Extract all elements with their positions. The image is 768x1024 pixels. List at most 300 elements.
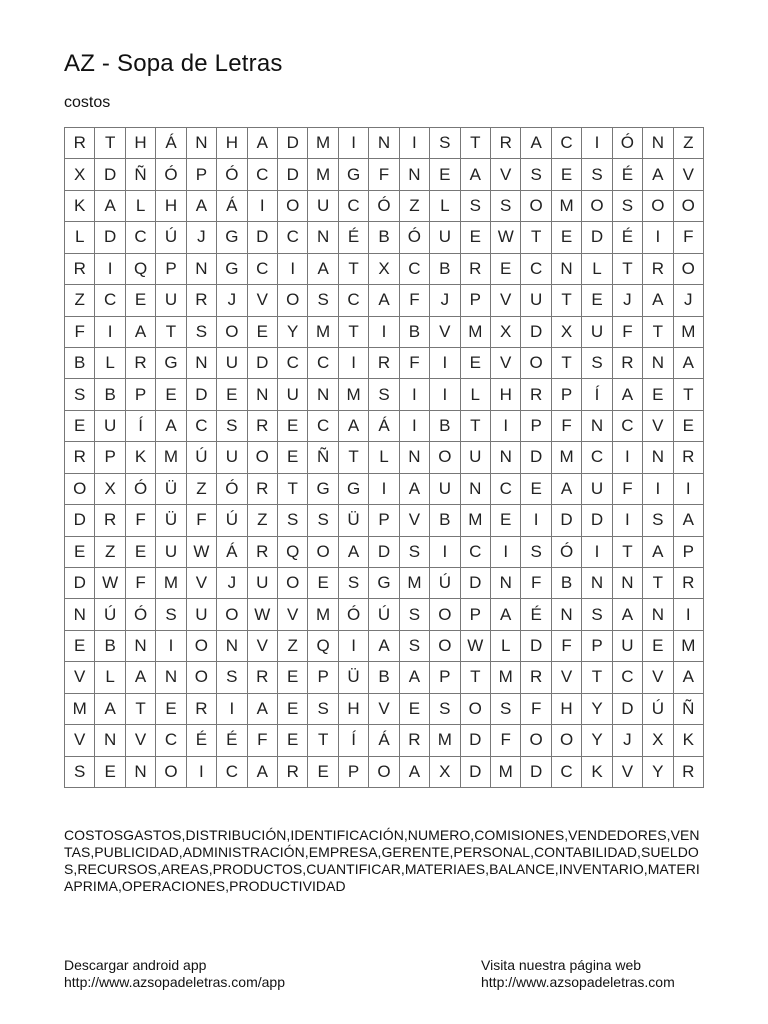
grid-cell: B bbox=[369, 222, 399, 253]
grid-cell: E bbox=[552, 222, 582, 253]
grid-cell: T bbox=[126, 694, 156, 725]
grid-cell: K bbox=[674, 725, 704, 756]
grid-cell: N bbox=[187, 254, 217, 285]
grid-cell: V bbox=[674, 159, 704, 190]
grid-cell: H bbox=[217, 128, 247, 159]
grid-cell: R bbox=[65, 442, 95, 473]
grid-cell: U bbox=[156, 285, 186, 316]
grid-cell: I bbox=[339, 348, 369, 379]
grid-cell: M bbox=[156, 568, 186, 599]
grid-cell: F bbox=[521, 694, 551, 725]
grid-cell: O bbox=[521, 348, 551, 379]
grid-cell: Á bbox=[369, 411, 399, 442]
grid-cell: X bbox=[430, 757, 460, 788]
grid-cell: F bbox=[65, 317, 95, 348]
grid-cell: P bbox=[521, 411, 551, 442]
grid-cell: N bbox=[308, 222, 338, 253]
grid-cell: V bbox=[552, 662, 582, 693]
grid-cell: Ó bbox=[217, 159, 247, 190]
grid-cell: W bbox=[95, 568, 125, 599]
grid-cell: I bbox=[430, 348, 460, 379]
grid-cell: N bbox=[217, 631, 247, 662]
grid-cell: Ü bbox=[156, 505, 186, 536]
grid-cell: Ñ bbox=[308, 442, 338, 473]
grid-cell: W bbox=[491, 222, 521, 253]
grid-cell: A bbox=[400, 757, 430, 788]
grid-cell: A bbox=[248, 694, 278, 725]
grid-cell: V bbox=[248, 631, 278, 662]
grid-cell: I bbox=[643, 222, 673, 253]
grid-cell: E bbox=[65, 411, 95, 442]
grid-cell: P bbox=[461, 285, 491, 316]
grid-cell: I bbox=[400, 411, 430, 442]
grid-cell: N bbox=[187, 128, 217, 159]
android-app-label: Descargar android app bbox=[64, 957, 207, 973]
website-link[interactable]: http://www.azsopadeletras.com bbox=[481, 974, 675, 990]
grid-cell: I bbox=[95, 317, 125, 348]
grid-cell: N bbox=[643, 599, 673, 630]
grid-cell: E bbox=[126, 285, 156, 316]
grid-cell: P bbox=[95, 442, 125, 473]
grid-cell: J bbox=[217, 285, 247, 316]
grid-cell: M bbox=[552, 191, 582, 222]
grid-cell: E bbox=[491, 505, 521, 536]
grid-cell: I bbox=[156, 631, 186, 662]
grid-cell: S bbox=[308, 505, 338, 536]
grid-cell: N bbox=[582, 411, 612, 442]
grid-cell: S bbox=[521, 537, 551, 568]
grid-cell: O bbox=[65, 474, 95, 505]
grid-cell: U bbox=[217, 442, 247, 473]
grid-cell: Ú bbox=[217, 505, 247, 536]
grid-cell: E bbox=[461, 348, 491, 379]
grid-cell: U bbox=[430, 222, 460, 253]
grid-cell: M bbox=[156, 442, 186, 473]
grid-cell: G bbox=[156, 348, 186, 379]
grid-cell: H bbox=[491, 379, 521, 410]
grid-cell: N bbox=[156, 662, 186, 693]
grid-cell: A bbox=[643, 159, 673, 190]
grid-cell: N bbox=[552, 599, 582, 630]
grid-cell: D bbox=[613, 694, 643, 725]
grid-cell: Á bbox=[369, 725, 399, 756]
grid-cell: N bbox=[369, 128, 399, 159]
grid-cell: M bbox=[491, 757, 521, 788]
grid-cell: A bbox=[643, 537, 673, 568]
grid-cell: M bbox=[339, 379, 369, 410]
grid-cell: Y bbox=[278, 317, 308, 348]
grid-cell: S bbox=[430, 694, 460, 725]
grid-cell: N bbox=[461, 474, 491, 505]
grid-cell: R bbox=[126, 348, 156, 379]
grid-cell: C bbox=[187, 411, 217, 442]
grid-cell: E bbox=[643, 379, 673, 410]
grid-cell: S bbox=[430, 128, 460, 159]
grid-cell: F bbox=[126, 505, 156, 536]
grid-cell: Í bbox=[582, 379, 612, 410]
grid-cell: S bbox=[491, 694, 521, 725]
grid-cell: I bbox=[674, 474, 704, 505]
grid-cell: A bbox=[643, 285, 673, 316]
grid-cell: É bbox=[187, 725, 217, 756]
grid-cell: I bbox=[613, 442, 643, 473]
grid-cell: A bbox=[95, 191, 125, 222]
grid-cell: Ú bbox=[187, 442, 217, 473]
grid-cell: A bbox=[339, 411, 369, 442]
grid-cell: C bbox=[461, 537, 491, 568]
grid-cell: U bbox=[217, 348, 247, 379]
grid-cell: N bbox=[65, 599, 95, 630]
letter-grid bbox=[64, 127, 704, 788]
grid-cell: S bbox=[308, 694, 338, 725]
grid-cell: I bbox=[491, 537, 521, 568]
grid-cell: I bbox=[400, 128, 430, 159]
grid-cell: R bbox=[491, 128, 521, 159]
grid-cell: O bbox=[278, 285, 308, 316]
grid-cell: V bbox=[643, 411, 673, 442]
grid-cell: V bbox=[248, 285, 278, 316]
grid-cell: O bbox=[430, 442, 460, 473]
grid-cell: N bbox=[126, 631, 156, 662]
grid-cell: C bbox=[491, 474, 521, 505]
grid-cell: R bbox=[613, 348, 643, 379]
grid-cell: S bbox=[643, 505, 673, 536]
grid-cell: N bbox=[248, 379, 278, 410]
grid-cell: Y bbox=[582, 694, 612, 725]
grid-cell: C bbox=[339, 191, 369, 222]
grid-cell: T bbox=[643, 568, 673, 599]
grid-cell: P bbox=[430, 662, 460, 693]
grid-cell: T bbox=[95, 128, 125, 159]
grid-cell: T bbox=[643, 317, 673, 348]
grid-cell: L bbox=[491, 631, 521, 662]
grid-cell: I bbox=[369, 474, 399, 505]
grid-cell: H bbox=[156, 191, 186, 222]
grid-cell: X bbox=[491, 317, 521, 348]
grid-cell: S bbox=[217, 662, 247, 693]
grid-cell: S bbox=[582, 159, 612, 190]
grid-cell: G bbox=[308, 474, 338, 505]
grid-cell: I bbox=[217, 694, 247, 725]
grid-cell: X bbox=[65, 159, 95, 190]
grid-cell: I bbox=[613, 505, 643, 536]
grid-cell: D bbox=[248, 348, 278, 379]
grid-cell: R bbox=[400, 725, 430, 756]
grid-cell: R bbox=[65, 254, 95, 285]
grid-cell: A bbox=[674, 348, 704, 379]
grid-cell: O bbox=[278, 568, 308, 599]
grid-cell: M bbox=[308, 128, 338, 159]
grid-cell: Ó bbox=[126, 599, 156, 630]
grid-cell: V bbox=[491, 285, 521, 316]
grid-cell: A bbox=[613, 599, 643, 630]
footer-android bbox=[64, 957, 285, 991]
grid-cell: F bbox=[400, 348, 430, 379]
grid-cell: Ó bbox=[552, 537, 582, 568]
grid-cell: Z bbox=[278, 631, 308, 662]
grid-cell: O bbox=[643, 191, 673, 222]
grid-cell: É bbox=[613, 222, 643, 253]
grid-cell: D bbox=[461, 725, 491, 756]
grid-cell: E bbox=[643, 631, 673, 662]
grid-cell: V bbox=[400, 505, 430, 536]
grid-cell: O bbox=[430, 631, 460, 662]
grid-cell: D bbox=[461, 568, 491, 599]
grid-cell: C bbox=[278, 222, 308, 253]
grid-cell: P bbox=[674, 537, 704, 568]
grid-cell: E bbox=[552, 159, 582, 190]
grid-cell: A bbox=[674, 505, 704, 536]
grid-cell: O bbox=[369, 757, 399, 788]
page-subtitle: costos bbox=[64, 94, 111, 111]
grid-cell: A bbox=[491, 599, 521, 630]
grid-cell: I bbox=[248, 191, 278, 222]
grid-cell: B bbox=[430, 505, 460, 536]
grid-cell: B bbox=[430, 411, 460, 442]
grid-cell: Ñ bbox=[126, 159, 156, 190]
grid-cell: S bbox=[400, 599, 430, 630]
grid-cell: R bbox=[65, 128, 95, 159]
android-app-link[interactable]: http://www.azsopadeletras.com/app bbox=[64, 974, 286, 990]
grid-cell: E bbox=[308, 757, 338, 788]
grid-cell: E bbox=[217, 379, 247, 410]
grid-cell: N bbox=[643, 442, 673, 473]
grid-cell: D bbox=[95, 159, 125, 190]
grid-cell: É bbox=[521, 599, 551, 630]
grid-cell: W bbox=[248, 599, 278, 630]
grid-cell: I bbox=[339, 631, 369, 662]
grid-cell: E bbox=[582, 285, 612, 316]
grid-cell: I bbox=[369, 317, 399, 348]
grid-cell: E bbox=[156, 694, 186, 725]
grid-cell: E bbox=[430, 159, 460, 190]
grid-cell: P bbox=[339, 757, 369, 788]
grid-cell: H bbox=[126, 128, 156, 159]
grid-cell: Ú bbox=[95, 599, 125, 630]
grid-cell: Q bbox=[308, 631, 338, 662]
grid-cell: T bbox=[308, 725, 338, 756]
grid-cell: V bbox=[278, 599, 308, 630]
grid-cell: T bbox=[582, 662, 612, 693]
grid-cell: D bbox=[278, 128, 308, 159]
grid-cell: E bbox=[278, 662, 308, 693]
grid-cell: Z bbox=[400, 191, 430, 222]
grid-cell: C bbox=[278, 348, 308, 379]
grid-cell: J bbox=[613, 725, 643, 756]
grid-cell: L bbox=[461, 379, 491, 410]
grid-cell: E bbox=[65, 537, 95, 568]
grid-cell: S bbox=[521, 159, 551, 190]
grid-cell: N bbox=[400, 442, 430, 473]
grid-cell: Z bbox=[248, 505, 278, 536]
grid-cell: A bbox=[461, 159, 491, 190]
grid-cell: B bbox=[430, 254, 460, 285]
grid-cell: C bbox=[339, 285, 369, 316]
grid-cell: E bbox=[156, 379, 186, 410]
grid-cell: I bbox=[521, 505, 551, 536]
grid-cell: S bbox=[491, 191, 521, 222]
grid-cell: R bbox=[248, 662, 278, 693]
grid-cell: É bbox=[613, 159, 643, 190]
grid-cell: A bbox=[187, 191, 217, 222]
grid-cell: N bbox=[582, 568, 612, 599]
grid-cell: Ü bbox=[339, 505, 369, 536]
grid-cell: X bbox=[369, 254, 399, 285]
grid-cell: O bbox=[461, 694, 491, 725]
grid-cell: A bbox=[369, 631, 399, 662]
grid-cell: I bbox=[339, 128, 369, 159]
grid-cell: S bbox=[400, 537, 430, 568]
grid-cell: Ú bbox=[643, 694, 673, 725]
grid-cell: U bbox=[187, 599, 217, 630]
grid-cell: E bbox=[400, 694, 430, 725]
grid-cell: Y bbox=[582, 725, 612, 756]
grid-cell: F bbox=[126, 568, 156, 599]
grid-cell: E bbox=[308, 568, 338, 599]
grid-cell: U bbox=[248, 568, 278, 599]
grid-cell: V bbox=[491, 348, 521, 379]
grid-cell: O bbox=[217, 317, 247, 348]
grid-cell: A bbox=[400, 474, 430, 505]
grid-cell: A bbox=[308, 254, 338, 285]
grid-cell: I bbox=[643, 474, 673, 505]
grid-cell: S bbox=[217, 411, 247, 442]
grid-cell: C bbox=[521, 254, 551, 285]
grid-cell: V bbox=[65, 725, 95, 756]
grid-cell: B bbox=[95, 631, 125, 662]
grid-cell: C bbox=[308, 348, 338, 379]
grid-cell: R bbox=[674, 568, 704, 599]
grid-cell: C bbox=[400, 254, 430, 285]
grid-cell: R bbox=[95, 505, 125, 536]
grid-cell: E bbox=[491, 254, 521, 285]
grid-cell: I bbox=[430, 379, 460, 410]
grid-cell: R bbox=[278, 757, 308, 788]
grid-cell: A bbox=[400, 662, 430, 693]
grid-cell: O bbox=[156, 757, 186, 788]
grid-cell: I bbox=[491, 411, 521, 442]
grid-cell: C bbox=[156, 725, 186, 756]
grid-cell: P bbox=[308, 662, 338, 693]
grid-cell: M bbox=[552, 442, 582, 473]
grid-cell: D bbox=[521, 317, 551, 348]
grid-cell: C bbox=[248, 254, 278, 285]
grid-cell: R bbox=[187, 694, 217, 725]
grid-cell: K bbox=[126, 442, 156, 473]
grid-cell: Ñ bbox=[674, 694, 704, 725]
grid-cell: M bbox=[674, 317, 704, 348]
grid-cell: F bbox=[521, 568, 551, 599]
grid-cell: B bbox=[95, 379, 125, 410]
grid-cell: O bbox=[308, 537, 338, 568]
grid-cell: T bbox=[278, 474, 308, 505]
grid-cell: S bbox=[308, 285, 338, 316]
footer-website bbox=[481, 957, 675, 991]
grid-cell: C bbox=[613, 411, 643, 442]
grid-cell: E bbox=[95, 757, 125, 788]
grid-cell: T bbox=[339, 442, 369, 473]
grid-cell: R bbox=[187, 285, 217, 316]
grid-cell: T bbox=[552, 285, 582, 316]
grid-cell: J bbox=[613, 285, 643, 316]
grid-cell: J bbox=[217, 568, 247, 599]
grid-cell: L bbox=[369, 442, 399, 473]
grid-cell: O bbox=[674, 191, 704, 222]
grid-cell: A bbox=[521, 128, 551, 159]
grid-cell: U bbox=[613, 631, 643, 662]
grid-cell: T bbox=[156, 317, 186, 348]
grid-cell: E bbox=[674, 411, 704, 442]
grid-cell: Y bbox=[643, 757, 673, 788]
grid-cell: A bbox=[126, 317, 156, 348]
grid-cell: U bbox=[308, 191, 338, 222]
grid-cell: N bbox=[491, 568, 521, 599]
grid-cell: N bbox=[187, 348, 217, 379]
grid-cell: G bbox=[217, 254, 247, 285]
grid-cell: E bbox=[65, 631, 95, 662]
grid-cell: O bbox=[217, 599, 247, 630]
grid-cell: R bbox=[674, 757, 704, 788]
grid-cell: L bbox=[95, 662, 125, 693]
grid-cell: F bbox=[552, 631, 582, 662]
grid-cell: Ó bbox=[156, 159, 186, 190]
grid-cell: O bbox=[187, 631, 217, 662]
grid-cell: I bbox=[187, 757, 217, 788]
grid-cell: A bbox=[248, 757, 278, 788]
grid-cell: S bbox=[400, 631, 430, 662]
grid-cell: Z bbox=[65, 285, 95, 316]
grid-cell: M bbox=[308, 159, 338, 190]
grid-cell: Ó bbox=[339, 599, 369, 630]
grid-cell: V bbox=[369, 694, 399, 725]
grid-cell: G bbox=[369, 568, 399, 599]
grid-cell: R bbox=[643, 254, 673, 285]
grid-cell: C bbox=[248, 159, 278, 190]
grid-cell: I bbox=[400, 379, 430, 410]
grid-cell: P bbox=[126, 379, 156, 410]
grid-cell: D bbox=[461, 757, 491, 788]
grid-cell: N bbox=[643, 128, 673, 159]
grid-cell: E bbox=[278, 411, 308, 442]
grid-cell: S bbox=[156, 599, 186, 630]
grid-cell: C bbox=[552, 128, 582, 159]
grid-cell: N bbox=[400, 159, 430, 190]
grid-cell: P bbox=[156, 254, 186, 285]
grid-cell: D bbox=[187, 379, 217, 410]
grid-cell: V bbox=[126, 725, 156, 756]
grid-cell: E bbox=[278, 694, 308, 725]
page-title: AZ - Sopa de Letras bbox=[64, 50, 283, 77]
grid-cell: U bbox=[95, 411, 125, 442]
grid-cell: D bbox=[369, 537, 399, 568]
grid-cell: J bbox=[674, 285, 704, 316]
grid-cell: U bbox=[430, 474, 460, 505]
grid-cell: I bbox=[674, 599, 704, 630]
grid-cell: F bbox=[187, 505, 217, 536]
grid-cell: L bbox=[95, 348, 125, 379]
grid-cell: Z bbox=[674, 128, 704, 159]
grid-cell: O bbox=[248, 442, 278, 473]
grid-cell: A bbox=[613, 379, 643, 410]
grid-cell: D bbox=[582, 222, 612, 253]
grid-cell: Z bbox=[95, 537, 125, 568]
grid-cell: V bbox=[430, 317, 460, 348]
grid-cell: S bbox=[278, 505, 308, 536]
grid-cell: L bbox=[65, 222, 95, 253]
grid-cell: N bbox=[491, 442, 521, 473]
grid-cell: O bbox=[430, 599, 460, 630]
grid-cell: V bbox=[65, 662, 95, 693]
